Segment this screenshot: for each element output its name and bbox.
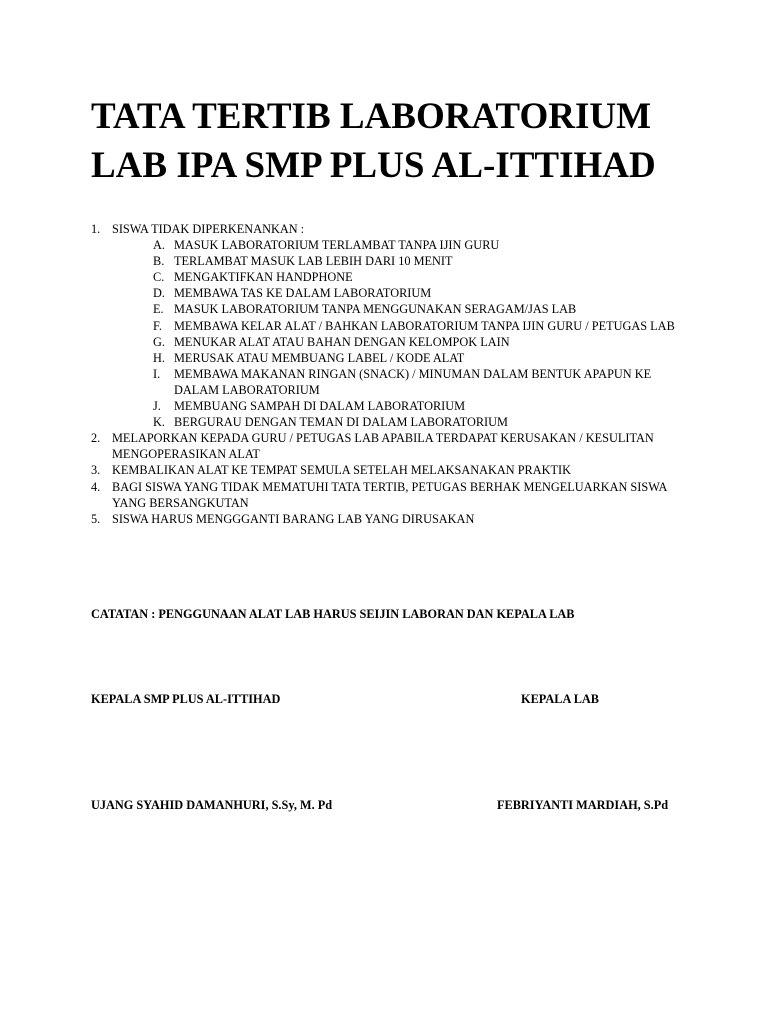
rule-item-2 — [91, 430, 691, 462]
prohibition-letter: C. — [153, 270, 165, 285]
rule-item-1 — [91, 221, 691, 237]
prohibition-letter: J. — [153, 399, 161, 414]
prohibition-letter: K. — [153, 415, 165, 430]
prohibition-item-e — [153, 301, 691, 317]
rule-text: MELAPORKAN KEPADA GURU / PETUGAS LAB APABILA TERDAPAT KERUSAKAN / KESULITAN MENGOPERASIKAN ALAT — [112, 431, 654, 462]
title-line-1: TATA TERTIB LABORATORIUM — [91, 96, 651, 137]
prohibition-item-a — [153, 237, 691, 253]
prohibition-text: TERLAMBAT MASUK LAB LEBIH DARI 10 MENIT — [174, 254, 453, 269]
prohibition-letter: E. — [153, 302, 164, 317]
left-signatory-name: UJANG SYAHID DAMANHURI, S.Sy, M. Pd — [91, 798, 333, 812]
prohibition-text: MEMBUANG SAMPAH DI DALAM LABORATORIUM — [174, 399, 466, 414]
rule-text: SISWA HARUS MENGGGANTI BARANG LAB YANG DIRUSAKAN — [112, 511, 475, 526]
prohibition-item-j — [153, 398, 691, 414]
rule-text: KEMBALIKAN ALAT KE TEMPAT SEMULA SETELAH MELAKSANAKAN PRAKTIK — [112, 463, 571, 478]
rule-text: BAGI SISWA YANG TIDAK MEMATUHI TATA TERTIB, PETUGAS BERHAK MENGELUARKAN SISWA YANG BERSANGKUTAN — [112, 479, 667, 510]
right-signatory-role: KEPALA LAB — [521, 692, 600, 706]
prohibition-item-i — [153, 366, 691, 398]
prohibition-item-b — [153, 253, 691, 269]
rule-text: SISWA TIDAK DIPERKENANKAN : — [112, 222, 305, 236]
rule-number: 1. — [91, 222, 101, 236]
prohibition-item-d — [153, 285, 691, 301]
prohibition-letter: F. — [153, 318, 162, 333]
prohibition-text: MENGAKTIFKAN HANDPHONE — [174, 270, 353, 285]
prohibition-item-k — [153, 414, 691, 430]
prohibition-item-g — [153, 334, 691, 350]
prohibition-letter: G. — [153, 334, 165, 349]
note-text: CATATAN : PENGGUNAAN ALAT LAB HARUS SEIJIN LABORAN DAN KEPALA LAB — [91, 607, 575, 621]
prohibition-item-f — [153, 318, 691, 334]
right-signatory-name: FEBRIYANTI MARDIAH, S.Pd — [497, 798, 669, 812]
prohibition-text: BERGURAU DENGAN TEMAN DI DALAM LABORATORIUM — [174, 415, 508, 430]
rule-number: 2. — [91, 431, 101, 446]
prohibition-text: MEMBAWA TAS KE DALAM LABORATORIUM — [174, 286, 432, 301]
rule-number: 4. — [91, 479, 101, 494]
rule-item-4 — [91, 479, 691, 511]
prohibition-letter: D. — [153, 286, 165, 301]
title-line-2: LAB IPA SMP PLUS AL-ITTIHAD — [91, 145, 656, 186]
prohibition-text: MASUK LABORATORIUM TERLAMBAT TANPA IJIN GURU — [174, 238, 500, 253]
rules-list — [91, 221, 691, 527]
rule-number: 5. — [91, 511, 101, 526]
prohibition-letter: H. — [153, 350, 165, 365]
prohibition-text: MEMBAWA KELAR ALAT / BAHKAN LABORATORIUM TANPA IJIN GURU / PETUGAS LAB — [174, 318, 675, 333]
rule-item-5 — [91, 511, 691, 527]
prohibition-item-c — [153, 269, 691, 285]
prohibition-text: MERUSAK ATAU MEMBUANG LABEL / KODE ALAT — [174, 350, 465, 365]
prohibition-text: MENUKAR ALAT ATAU BAHAN DENGAN KELOMPOK LAIN — [174, 334, 510, 349]
prohibition-list — [91, 237, 691, 430]
rule-number: 3. — [91, 463, 101, 478]
prohibition-letter: I. — [153, 366, 161, 381]
prohibition-text: MEMBAWA MAKANAN RINGAN (SNACK) / MINUMAN DALAM BENTUK APAPUN KE DALAM LABORATORIUM — [174, 366, 652, 397]
left-signatory-role: KEPALA SMP PLUS AL-ITTIHAD — [91, 692, 281, 706]
prohibition-item-h — [153, 350, 691, 366]
document-title — [91, 92, 731, 190]
prohibition-letter: B. — [153, 254, 165, 269]
prohibition-letter: A. — [153, 238, 165, 253]
prohibition-text: MASUK LABORATORIUM TANPA MENGGUNAKAN SERAGAM/JAS LAB — [174, 302, 577, 317]
rule-item-3 — [91, 462, 691, 478]
